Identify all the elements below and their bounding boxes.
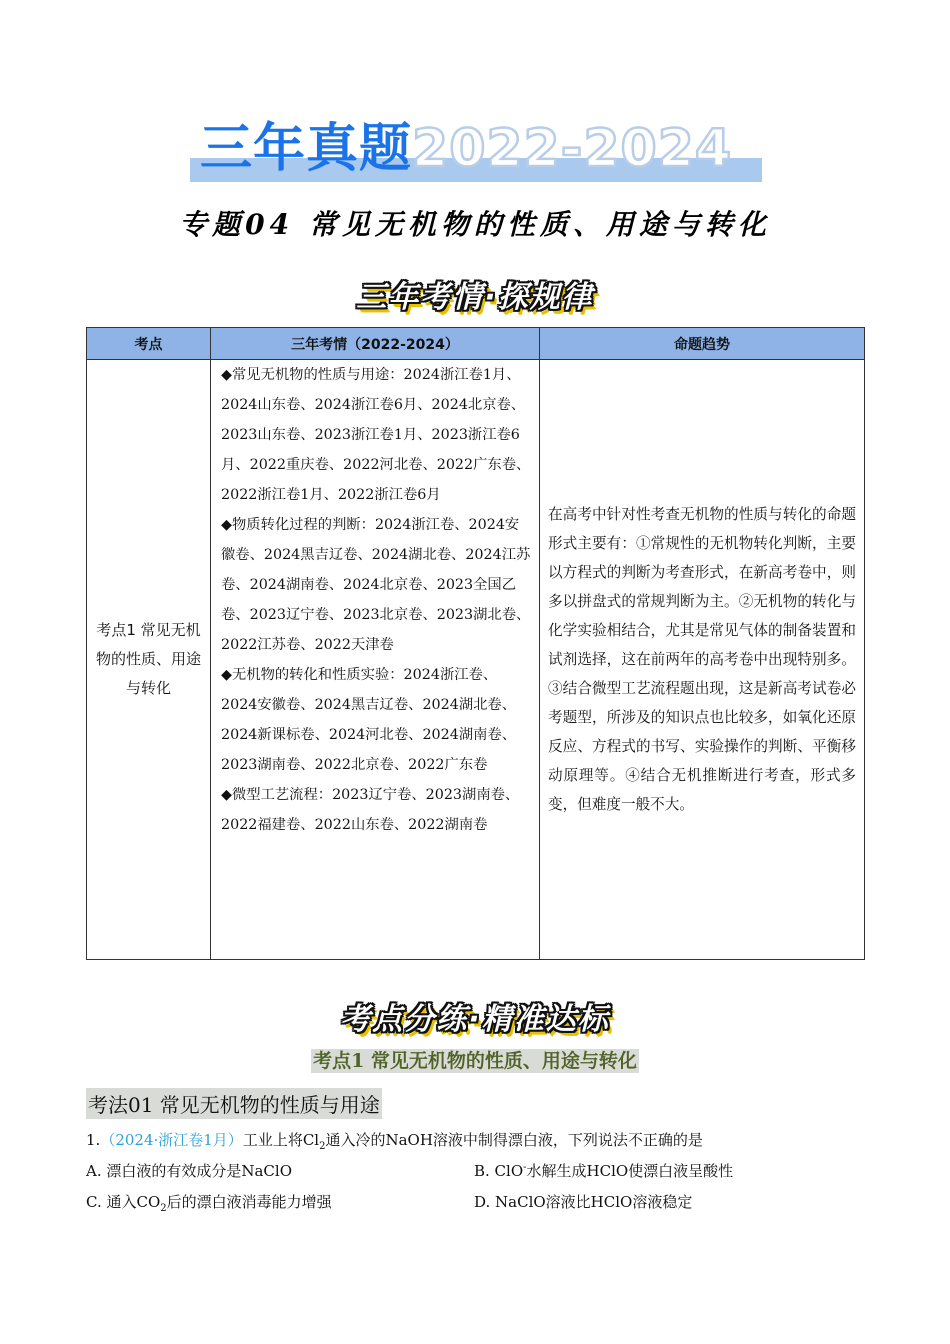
option-b[interactable] [474,1160,733,1181]
table-row [87,360,865,960]
option-d[interactable]: D. NaClO溶液比HClO溶液稳定 [474,1193,693,1211]
cell-exam-history [211,360,540,960]
option-c-part1: C. 通入CO [86,1193,161,1211]
question-number: 1. [86,1131,101,1149]
option-b-superscript: - [523,1162,527,1173]
header-topic: 考点 [87,328,211,360]
option-c-subscript: 2 [160,1203,167,1214]
banner-title-years: 2022-2024 [412,119,733,179]
kaodian-heading [0,1046,950,1073]
option-b-part2: 水解生成HClO使漂白液呈酸性 [526,1162,734,1180]
question-subscript: 2 [319,1141,326,1152]
document-title: 专题04 常见无机物的性质、用途与转化 [179,208,771,241]
question-text-part2: 通入冷的NaOH溶液中制得漂白液，下列说法不正确的是 [325,1131,703,1149]
exam-item: ◆物质转化过程的判断：2024浙江卷、2024安徽卷、2024黑吉辽卷、2024湖北卷、2024江苏卷、2024湖南卷、2024北京卷、2023全国乙卷、2023辽宁卷、2023北京卷、2023湖北卷、2022江苏卷、2022天津卷 [221,517,531,653]
option-c[interactable] [86,1191,332,1214]
banner-title [200,118,732,180]
header-trend: 命题趋势 [540,328,865,360]
section-banner-trends: 三年考情·探规律 [356,280,594,315]
table-header-row [87,328,865,360]
kaofa-heading: 考法01 常见无机物的性质与用途 [86,1088,382,1119]
option-c-part2: 后的漂白液消毒能力增强 [166,1193,332,1211]
question-text-part1: 工业上将Cl [242,1131,320,1149]
header-exam-history: 三年考情（2022-2024） [211,328,540,360]
exam-analysis-table [86,327,865,960]
exam-item: ◆无机物的转化和性质实验：2024浙江卷、2024安徽卷、2024黑吉辽卷、2024湖北卷、2024新课标卷、2024河北卷、2024湖南卷、2023湖南卷、2022北京卷、2022广东卷 [221,667,517,773]
title-banner [190,118,762,182]
option-a[interactable]: A. 漂白液的有效成分是NaClO [86,1162,293,1180]
cell-trend: 在高考中针对性考查无机物的性质与转化的命题形式主要有：①常规性的无机物转化判断，主要以方程式的判断为考查形式，在新高考卷中，则多以拼盘式的常规判断为主。②无机物的转化与化学实验相结合，尤其是常见气体的制备装置和试剂选择，这在前两年的高考卷中出现特别多。③结合微型工艺流程题出现，这是新高考试卷必考题型，所涉及的知识点也比较多，如氧化还原反应、方程式的书写、实验操作的判断、平衡移动原理等。④结合无机推断进行考查，形式多变，但难度一般不大。 [540,360,865,960]
kaodian-heading-text: 考点1 常见无机物的性质、用途与转化 [313,1050,637,1072]
exam-item: ◆常见无机物的性质与用途：2024浙江卷1月、2024山东卷、2024浙江卷6月、2024北京卷、2023山东卷、2023浙江卷1月、2023浙江卷6月、2022重庆卷、2022河北卷、2022广东卷、2022浙江卷1月、2022浙江卷6月 [221,367,531,503]
cell-topic: 考点1 常见无机物的性质、用途与转化 [87,360,211,960]
option-b-part1: B. ClO [474,1162,524,1180]
section-banner-practice: 考点分练·精准达标 [340,1002,610,1037]
question-source: （2024·浙江卷1月） [100,1131,243,1149]
question-stem [86,1129,703,1152]
banner-title-cn: 三年真题 [200,119,413,179]
exam-item: ◆微型工艺流程：2023辽宁卷、2023湖南卷、2022福建卷、2022山东卷、2022湖南卷 [221,787,520,833]
